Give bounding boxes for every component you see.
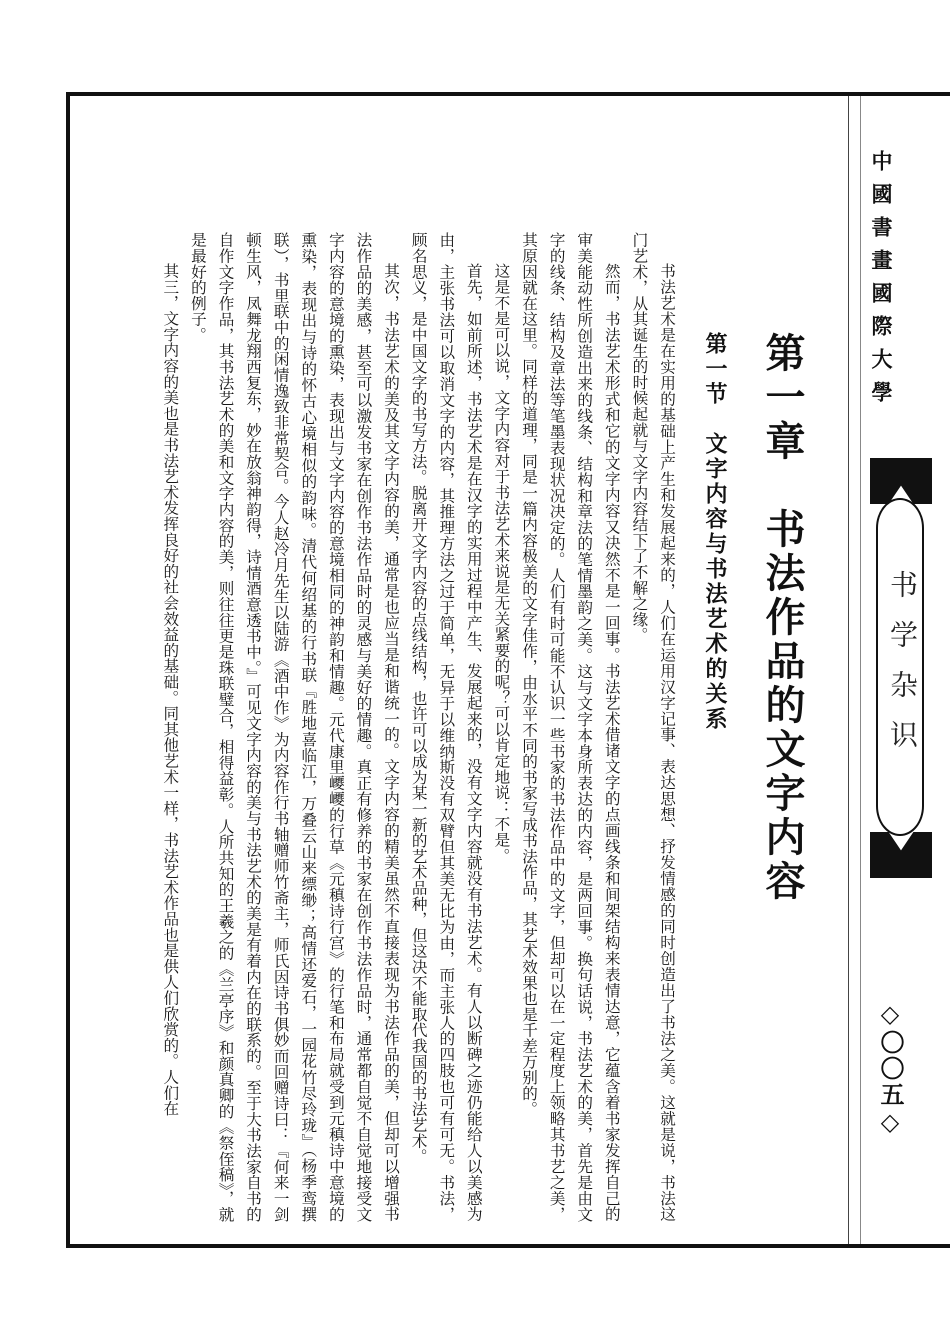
section-label-box: [870, 458, 932, 878]
paragraph-6: 其三，文字内容的美也是书法艺术发挥良好的社会效益的基础。同其他艺术一样，书法艺术作品也是供人们欣赏的。人们在: [161, 263, 180, 1117]
body-text: [120, 232, 680, 1222]
paragraph-5: 其次，书法艺术的美及其文字内容的美，通常是也应当是和谐统一的。文字内容的精美虽然不直接表现为书法作品的美，但却可以增强书法作品的美感，甚至可以激发书家在创作书法作品时的灵感与美好的情趣。真正有修养的书家在创作书法作品时，通常都自觉不自觉地接受文字内容的意境的熏染，表现出与文字内容的意境相同的神韵和情趣。元代康里巎巎的行草《元稹诗行宫》的行笔和布局就受到元稹诗中意境的熏染，表现出与诗的怀古心境相似的韵味。清代何绍基的行书联『胜地喜临江，万叠云山来缥缈；高情还爱石，一园花竹尽玲珑』（杨季鸾撰联），书里联中的闲情逸致非常契合。今人赵冷月先生以陆游《酒中作》为内容作行书轴赠师竹斋主，师氏因诗书俱妙而回赠诗曰：『何来一剑顿生风，凤舞龙翔西复东，妙在放翁神韵得，诗情酒意透书中。』可见文字内容的美与书法艺术的美是有着内在的联系的。至于大书法家自书的自作文字作品，其书法艺术的美和文字内容的美，则往往更是珠联璧合，相得益彰。人所共知的王羲之的《兰亭序》和颜真卿的《祭侄稿》，就是最好的例子。: [188, 232, 401, 1222]
paragraph-3: 这是不是可以说，文字内容对于书法艺术来说是无关紧要的呢？可以肯定地说：不是。: [492, 263, 511, 864]
margin-rule: [848, 96, 849, 1244]
paragraph-1: 书法艺术是在实用的基础上产生和发展起来的，人们在运用汉字记事、表达思想、抒发情感的同时创造出了书法之美。这就是说，书法这门艺术，从其诞生的时候起就与文字内容结下了不解之缘。: [630, 232, 676, 1222]
paragraph-2: 然而，书法艺术形式和它的文字内容又决然不是一回事。书法艺术借诸文字的点画线条和间架结构来表情达意，它蕴含着书家发挥自己的审美能动性所创造出来的线条、结构和章法的笔情墨韵之美。这与文字本身所表达的内容，是两回事。换句话说，书法艺术的美，首先是由文字的线条、结构及章法等笔墨表现状况决定的。人们有时可能不认识一些书家的书法作品中的文字，但却可以在一定程度上领略其书艺之美，其原因就在这里。同样的道理，同是一篇内容极美的文字佳作，由水平不同的书家写成书法作品，其艺术效果也是千差万别的。: [520, 232, 621, 1222]
section-label: 书学杂识: [886, 570, 919, 770]
page-number: ◇〇〇五◇: [876, 1000, 904, 1138]
paragraph-4: 首先，如前所述，书法艺术是在汉字的实用过程中产生、发展起来的，没有文字内容就没有书法艺术。有人以断碑之迹仍能给人以美感为由，主张书法可以取消文字的内容，其推理方法之过于简单，无异于以维纳斯没有双臂但其美无比为由，而主张人的四肢也可有可无。书法，顾名思义，是中国文字的书写方法。脱离开文字内容的点线结构，也许可以成为某一新的艺术品种，但这决不能取代我国的书法艺术。: [409, 232, 483, 1222]
ornament-band-bottom: [870, 832, 932, 878]
section-title: 第一节 文字内容与书法艺术的关系: [702, 332, 728, 732]
book-title: 中國書畫國際大學: [869, 150, 893, 414]
chapter-title: 第一章 书法作品的文字内容: [759, 332, 806, 904]
